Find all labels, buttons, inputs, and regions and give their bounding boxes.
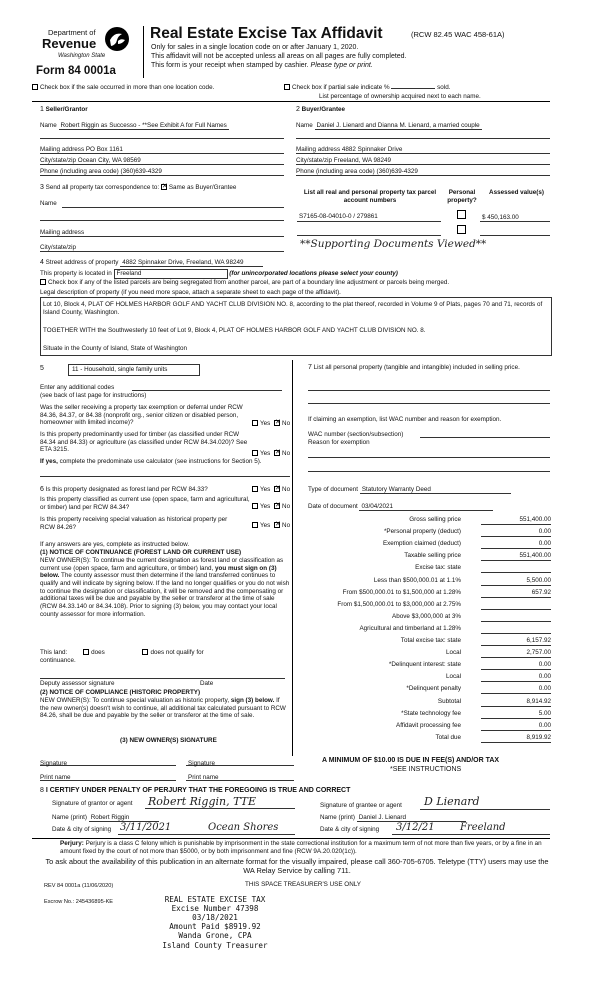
checkbox-sec5-q2-yes[interactable] (252, 450, 258, 456)
doc-date-field[interactable]: 03/04/2021 (359, 503, 493, 511)
new-owner-sig1-label: Signature (40, 760, 67, 767)
tax-row-value[interactable]: 2,757.00 (481, 649, 551, 658)
sec6-note: If any answers are yes, complete as instructed below. (40, 541, 190, 548)
checkbox-land-does[interactable] (83, 649, 89, 655)
dept-line2: Revenue (42, 36, 97, 51)
sec7-line1[interactable] (308, 390, 550, 391)
checkbox-land-does-not[interactable] (142, 649, 148, 655)
receipt-line: 03/18/2021 (192, 913, 238, 923)
partial-sale: Check box if partial sale indicate % sold. (284, 84, 450, 92)
tax-row-label: Gross selling price (409, 516, 461, 523)
deputy-line[interactable] (40, 678, 285, 679)
new-owner-print1-label: Print name (40, 774, 71, 781)
tax-row-value[interactable]: 657.92 (481, 589, 551, 598)
revision: REV 84 0001a (11/06/2020) (44, 883, 114, 889)
corr-city-line[interactable] (40, 251, 284, 252)
tax-row-value[interactable]: 551,400.00 (481, 552, 551, 561)
buyer-mailing-row: Mailing address 4882 Spinnaker Drive (296, 146, 403, 153)
tax-row-label: *Delinquent penalty (406, 685, 461, 693)
wac-label: WAC number (section/subsection) (308, 431, 404, 438)
top-rule (32, 101, 550, 102)
sec6-q3: Is this property receiving special valuation as historical property per RCW 84.26? (40, 516, 228, 531)
corr-mailing-row: Mailing address (40, 229, 85, 236)
dor-logo (32, 26, 142, 78)
tax-row-value[interactable]: 0.00 (481, 673, 551, 682)
seller-name-field[interactable]: Robert Riggin as Successo - **See Exhibit A for Full Names (60, 122, 227, 129)
buyer-phone-row: Phone (including area code) (360)639-4329 (296, 168, 418, 175)
tax-row-label: From $500,000.01 to $1,500,000 at 1.28% (342, 588, 461, 596)
supporting-docs-stamp: **Supporting Documents Viewed** (300, 238, 487, 250)
seller-name-line2 (40, 138, 284, 139)
sec5-q2-note: If yes, complete the predominate use calculator (see instructions for Section 5). (40, 458, 262, 465)
sec7-text: 7 List all personal property (tangible and intangible) included in selling price. (308, 364, 520, 371)
buyer-name-field[interactable]: Daniel J. Lienard and Dianna M. Lienard, a married couple (316, 122, 480, 129)
tax-row-value[interactable]: 5,500.00 (481, 577, 551, 586)
checkbox-sec6-q3-yes[interactable] (252, 522, 258, 528)
parcel-line1 (297, 221, 441, 222)
checkbox-sec5-q1-yes[interactable] (252, 420, 258, 426)
continuance-label: continuance. (40, 657, 76, 664)
partial-percent-field[interactable] (391, 88, 435, 89)
seller-mailing-line (40, 153, 284, 154)
tax-row-value[interactable]: 5.00 (481, 710, 551, 719)
seller-phone-field[interactable]: (360)639-4329 (120, 168, 162, 175)
escrow-number: Escrow No.: 245436895-KE (44, 899, 114, 905)
seller-city-field[interactable]: Ocean City, WA 98569 (77, 157, 141, 164)
grantee-name-row: Name (print) Daniel J. Lienard (320, 814, 466, 822)
buyer-mailing-line (296, 153, 550, 154)
seller-heading: 1 Seller/Grantor (40, 106, 88, 113)
corr-heading: 3 Send all property tax correspondence to: ✕ Same as Buyer/Grantee (40, 184, 236, 193)
buyer-city-field[interactable]: Freeland, WA 98249 (333, 157, 391, 164)
doc-type-field[interactable]: Statutory Warranty Deed (360, 486, 511, 494)
parcel-value-line1 (480, 221, 550, 222)
see-instructions: *SEE INSTRUCTIONS (390, 766, 462, 773)
reason-line2[interactable] (308, 471, 550, 472)
sec5-q1: Was the seller receiving a property tax exemption or deferral under RCW 84.36, 84.37, or 84.38 (nonprofit org., senior citizen or disabled person, homeowner with limited income)? (40, 404, 243, 427)
receipt-line: Excise Number 47398 (171, 904, 259, 914)
parcels-col2-header: Personal property? (447, 189, 477, 204)
buyer-name-row: Name Daniel J. Lienard and Dianna M. Lienard, a married couple (296, 122, 480, 129)
receipt-line: Amount Paid $8919.92 (169, 922, 261, 932)
tax-row-value[interactable] (481, 564, 551, 573)
buyer-city-line (296, 164, 550, 165)
checkbox-personal-property-2[interactable] (457, 225, 466, 234)
checkbox-personal-property-1[interactable] (457, 210, 466, 219)
seller-phone-line (40, 175, 284, 176)
corr-city-row: City/state/zip (40, 244, 77, 251)
buyer-name-line2 (296, 138, 550, 139)
buyer-phone-line (296, 175, 550, 176)
add-codes-line[interactable] (132, 390, 282, 391)
sec6-q3-answer: Yes ✕ No (252, 522, 290, 530)
grantor-name-row: Name (print) Robert Riggin (52, 814, 159, 822)
legal-desc-2: TOGETHER WITH the Southwesterly 10 feet of Lot 9, Block 4, PLAT OF HOLMES HARBOR GOLF AND YACHT CLUB DIVISION NO. 8. (43, 327, 426, 334)
center-divider (292, 360, 293, 756)
checkbox-sec6-q1-no[interactable] (274, 486, 280, 492)
tax-row-value[interactable]: 551,400.00 (481, 516, 551, 525)
deputy-label: Deputy assessor signature (40, 680, 115, 687)
seller-mailing-row: Mailing address PO Box 1161 (40, 146, 123, 153)
grantee-name-field[interactable]: Daniel J. Lienard (357, 814, 466, 822)
perjury-text: Perjury: Perjury is a class C felony which is punishable by imprisonment in the state correctional institution for a maximum term of not more than five years, or by a fine in an amount fixed by the court of not more than $5000, or by both imprisonment and fine (RCW 9A.20.020(1c)). (60, 840, 542, 855)
checkbox-same-as-buyer[interactable] (161, 184, 167, 190)
grantor-date: 3/11/2021 (120, 822, 172, 833)
more-than-one-location: Check box if the sale occurred in more than one location code. (32, 84, 214, 92)
dept-line1: Department of (48, 28, 96, 37)
seller-city-row: City/state/zip Ocean City, WA 98569 (40, 157, 141, 164)
tax-row-value[interactable]: 0.00 (481, 528, 551, 537)
doc-date-row: Date of document 03/04/2021 (308, 503, 493, 511)
dept-line3: Washington State (58, 53, 106, 59)
tax-row-label: Subtotal (437, 697, 461, 705)
tax-row-label: Agricultural and timberland at 1.28% (359, 624, 461, 632)
street-row: 4 Street address of property 4882 Spinnaker Drive, Freeland, WA 98249 (40, 259, 263, 268)
grantor-signature: Robert Riggin, TTE (148, 795, 257, 808)
buyer-mailing-field[interactable]: 4882 Spinnaker Drive (341, 146, 403, 153)
tax-row-label: Local (445, 673, 461, 681)
sec6-q2-answer: Yes ✕ No (252, 503, 290, 511)
sec6-p2: NEW OWNER(S): To continue special valuation as historic property, sign (3) below. If the new owner(s) doesn't wish to continue, all additional tax calculated pursuant to RCW 84.26, shall be due and payable by the seller or transferor at the time of sale. (40, 697, 286, 720)
grantee-date: 3/12/21 (396, 822, 435, 833)
use-code-select[interactable]: 11 - Household, single family units (68, 364, 200, 376)
header-divider (143, 26, 144, 78)
sec5-q2: Is this property predominantly used for timber (as classified under RCW 84.34 and 84.33) or agriculture (as classified under RCW 84.34.020)? See ETA 3215. (40, 431, 248, 454)
certify: 8 I CERTIFY UNDER PENALTY OF PERJURY THAT THE FOREGOING IS TRUE AND CORRECT (40, 787, 351, 794)
checkbox-sec6-q1-yes[interactable] (252, 486, 258, 492)
reason-label: Reason for exemption (308, 439, 370, 446)
buyer-phone-field[interactable]: (360)639-4329 (376, 168, 418, 175)
tax-row-label: From $1,500,000.01 to $3,000,000 at 2.75% (337, 600, 461, 608)
sec6-q2: Is this property classified as current use (open space, farm and agricultural, or timber) land per RCW 84.34? (40, 496, 250, 511)
tax-row-value[interactable]: 0.00 (481, 722, 551, 731)
parcel-assessed-value[interactable]: $ 450,163.00 (482, 214, 519, 221)
sec6-q1: 6 Is this property designated as forest land per RCW 84.33? (40, 486, 208, 493)
buyer-city-row: City/state/zip Freeland, WA 98249 (296, 157, 391, 164)
grantee-date-row: Date & city of signing (320, 826, 380, 833)
wac-line[interactable] (420, 437, 550, 438)
legal-description-box[interactable] (40, 297, 552, 356)
exemption-label: If claiming an exemption, list WAC number and reason for exemption. (308, 416, 502, 423)
accessibility-text: To ask about the availability of this publication in an alternate format for the visually impaired, please call 360-705-6705. Teletype (TTY) users may use the WA Relay Service by calling 711. (45, 857, 549, 876)
grantor-sig-row: Signature of grantor or agent (52, 800, 133, 807)
seller-mailing-field[interactable]: PO Box 1161 (85, 146, 123, 153)
tax-row-label: Exemption claimed (deduct) (382, 540, 461, 548)
new-owner-sig2-label: Signature (188, 760, 215, 767)
perjury-rule (32, 838, 550, 839)
sec6-p1: NEW OWNER(S): To continue the current designation as forest land or classification as current use (open space, farm and agriculture, or timber) land, you must sign on (3) below. The county assessor must then determine if the land transferred continues to qualify and will indicate by signing below. If the land no longer qualifies or you do not wish to continue the designation or classification, it will be removed and the compensating or additional taxes will be due and payable by the seller or transferor at the time of sale (RCW 84.33.140 or 84.34.108). Prior to signing (3) below, you may contact your local county assessor for more information. (40, 557, 290, 618)
grantee-sig-line[interactable] (420, 809, 550, 810)
form-title: Real Estate Excise Tax Affidavit (150, 25, 383, 42)
header-sub2: This affidavit will not be accepted unless all areas on all pages are fully completed. (151, 53, 407, 60)
tax-row-value[interactable] (481, 601, 551, 610)
tax-row-label: *Personal property (deduct) (383, 528, 461, 536)
tax-row-label: Taxable selling price (404, 552, 461, 560)
parcel-line2 (297, 235, 441, 236)
legal-desc-3: Situate in the County of Island, State of Washington (43, 345, 187, 352)
sec5-rule (40, 476, 290, 477)
sec5-q1-answer: Yes ✕ No (252, 420, 290, 428)
corr-mailing-line[interactable] (40, 236, 284, 237)
corr-name-line2 (40, 220, 284, 221)
tax-row-value[interactable] (481, 613, 551, 622)
this-land-row: This land: does does not qualify for (40, 649, 204, 656)
add-codes: Enter any additional codes (40, 384, 115, 391)
located-select[interactable]: Freeland (114, 269, 228, 279)
sec6-q1-answer: Yes ✕ No (252, 486, 290, 494)
tax-row-value[interactable]: 0.00 (481, 661, 551, 670)
receipt-line: Island County Treasurer (162, 940, 268, 950)
sec6-h3: (3) NEW OWNER(S) SIGNATURE (120, 737, 217, 744)
new-owner-print2-label: Print name (188, 774, 219, 781)
tax-row-label: Less than $500,000.01 at 1.1% (373, 576, 461, 584)
checkbox-more-than-one-location[interactable] (32, 84, 38, 90)
grantor-name-field[interactable]: Robert Riggin (89, 814, 160, 822)
grantee-sig-row: Signature of grantee or agent (320, 802, 402, 809)
tax-row-value[interactable]: 0.00 (481, 685, 551, 694)
treasurer-receipt (155, 895, 275, 950)
reason-line[interactable] (308, 457, 550, 458)
sec5-num: 5 (40, 365, 44, 372)
tax-row-label: Affidavit processing fee (396, 721, 461, 729)
parcels-col3-header: Assessed value(s) (489, 189, 544, 196)
checkbox-sec6-q2-yes[interactable] (252, 503, 258, 509)
sec5-q2-answer: Yes ✕ No (252, 450, 290, 458)
tax-row-value[interactable]: 8,914.92 (481, 698, 551, 707)
deputy-date-label: Date (200, 680, 214, 687)
seller-name-row: Name Robert Riggin as Successo - **See Exhibit A for Full Names (40, 122, 227, 129)
grantor-city: Ocean Shores (208, 822, 279, 833)
receipt-line: REAL ESTATE EXCISE TAX (164, 895, 266, 904)
tax-row-value[interactable]: 6,157.92 (481, 637, 551, 646)
checkbox-sec6-q2-no[interactable] (274, 503, 280, 509)
partial-sale-sub: List percentage of ownership acquired next to each name. (319, 93, 481, 100)
sec6-h2: (2) NOTICE OF COMPLIANCE (HISTORIC PROPERTY) (40, 689, 201, 696)
seller-city-line (40, 164, 284, 165)
tax-row-label: *Delinquent interest: state (388, 661, 461, 669)
sec7-line2[interactable] (308, 403, 550, 404)
checkbox-segregated[interactable] (40, 279, 46, 285)
wa-logo-icon (104, 26, 130, 52)
form-number: Form 84 0001a (36, 65, 116, 77)
grantee-signature: D Lienard (424, 795, 480, 808)
tax-row-label: Total due (435, 733, 461, 741)
grantee-city: Freeland (460, 822, 506, 833)
street-field[interactable]: 4882 Spinnaker Drive, Freeland, WA 98249 (120, 259, 263, 267)
tax-row-label: Above $3,000,000 at 3% (392, 612, 461, 620)
tax-row-value[interactable]: 8,919.92 (481, 734, 551, 743)
parcels-col1-header: List all real and personal property tax parcel account numbers (303, 189, 437, 204)
tax-row-label: Excise tax: state (415, 564, 461, 572)
corr-name-line[interactable] (62, 207, 284, 208)
tax-row-value[interactable] (481, 625, 551, 634)
parcel-number[interactable]: S7165-08-04010-0 / 279861 (299, 213, 378, 220)
add-codes-sub: (see back of last page for instructions) (40, 392, 147, 399)
located-row: This property is located in Freeland (for unincorporated locations please select your county) (40, 270, 398, 277)
doc-type-row: Type of document Statutory Warranty Deed (308, 486, 511, 494)
parcel-value-line2 (480, 235, 550, 236)
header-sub3: This form is your receipt when stamped by cashier. Please type or print. (151, 62, 373, 69)
checkbox-partial-sale[interactable] (284, 84, 290, 90)
corr-name-row: Name (40, 200, 57, 207)
legal-desc-1: Lot 10, Block 4, PLAT OF HOLMES HARBOR GOLF AND YACHT CLUB DIVISION NO. 8, according to the plat thereof, recorded in Volume 9 of Plats, pages 70 and 71, records of Island County, Washington. (43, 301, 543, 316)
buyer-heading: 2 Buyer/Grantee (296, 106, 346, 113)
sec6-h1: (1) NOTICE OF CONTINUANCE (FOREST LAND OR CURRENT USE) (40, 549, 242, 556)
form-rcw: (RCW 82.45 WAC 458-61A) (411, 30, 505, 39)
checkbox-sec5-q2-no[interactable] (274, 450, 280, 456)
tax-row-label: *State technology fee (401, 709, 461, 717)
minimum-note: A MINIMUM OF $10.00 IS DUE IN FEE(S) AND/OR TAX (322, 757, 500, 764)
tax-row-label: Total excise tax: state (400, 637, 461, 644)
checkbox-sec6-q3-no[interactable] (274, 522, 280, 528)
legal-label: Legal description of property (if you need more space, attach a separate sheet to each page of the affidavit). (40, 289, 341, 296)
receipt-line: Wanda Grone, CPA (178, 931, 252, 941)
treasurer-use: THIS SPACE TREASURER'S USE ONLY (245, 881, 361, 888)
segregated-row: Check box if any of the listed parcels are being segregated from another parcel, are part of a boundary line adjustment or parcels being merged. (40, 279, 560, 287)
checkbox-sec5-q1-no[interactable] (274, 420, 280, 426)
tax-row-label: Local (445, 649, 461, 657)
header-sub1: Only for sales in a single location code on or after January 1, 2020. (151, 44, 359, 51)
seller-phone-row: Phone (including area code) (360)639-4329 (40, 168, 162, 175)
tax-row-value[interactable]: 0.00 (481, 540, 551, 549)
grantor-date-row: Date & city of signing (52, 826, 112, 833)
